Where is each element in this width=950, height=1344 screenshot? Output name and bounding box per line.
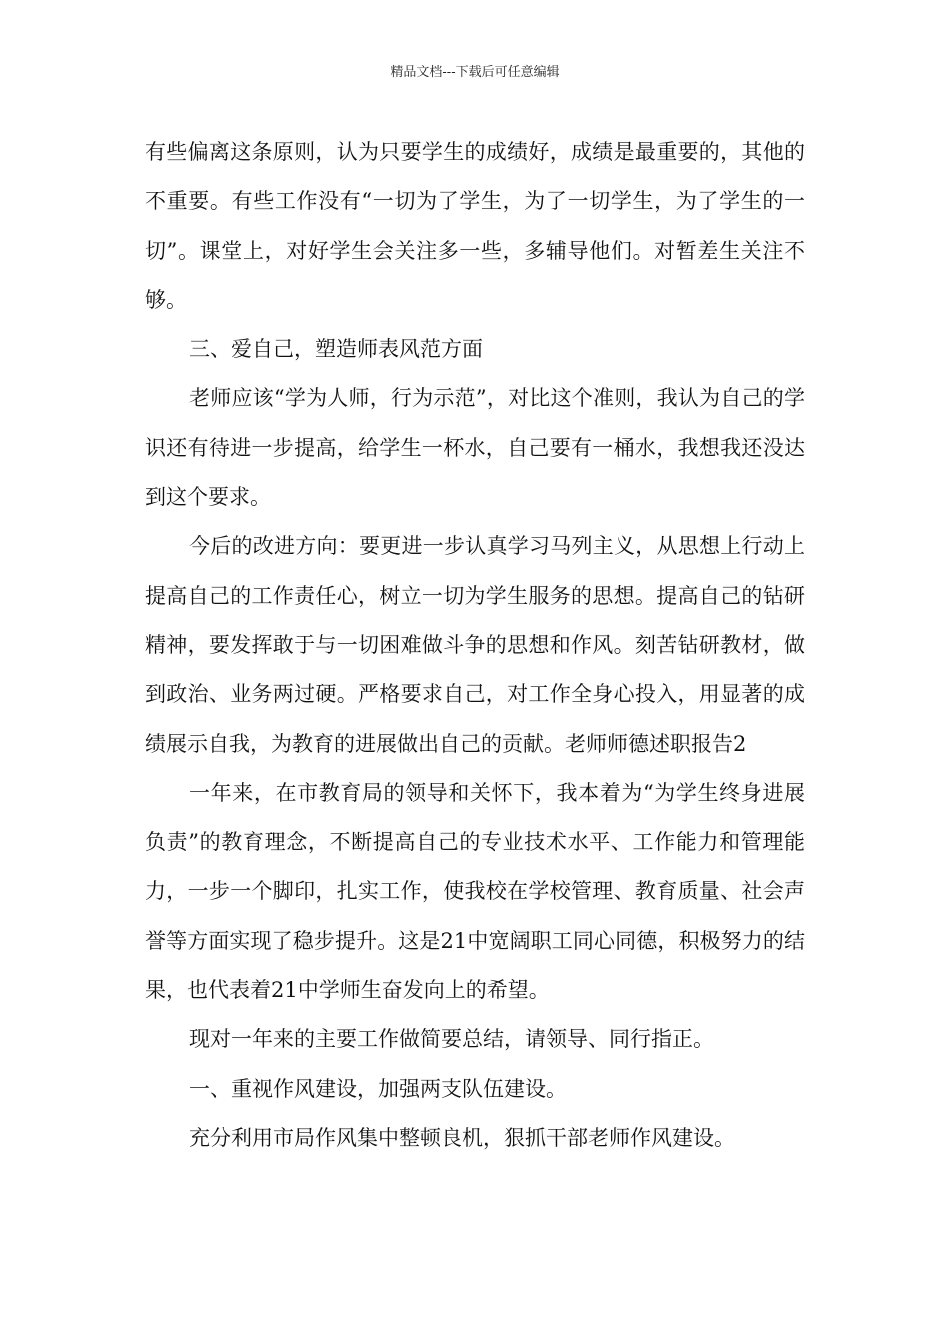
paragraph: 一年来，在市教育局的领导和关怀下，我本着为“为学生终身进展负责”的教育理念，不断提高自己的专业技术水平、工作能力和管理能力，一步一个脚印，扎实工作，使我校在学校管理、教育质量、社会声誉等方面实现了稳步提升。这是21中宽阔职工同心同德，积极努力的结果，也代表着21中学师生奋发向上的希望。 (145, 780, 805, 1003)
section-heading: 三、爱自己，塑造师表风范方面 (189, 337, 483, 362)
document-body (145, 128, 805, 1163)
paragraph: 老师应该“学为人师，行为示范”，对比这个准则，我认为自己的学识还有待进一步提高，给学生一杯水，自己要有一桶水，我想我还没达到这个要求。 (145, 386, 805, 510)
paragraph: 有些偏离这条原则，认为只要学生的成绩好，成绩是最重要的，其他的不重要。有些工作没有“一切为了学生，为了一切学生，为了学生的一切”。课堂上，对好学生会关注多一些，多辅导他们。对暂差生关注不够。 (145, 140, 805, 312)
paragraph: 充分利用市局作风集中整顿良机，狠抓干部老师作风建设。 (189, 1125, 735, 1150)
paragraph: 今后的改进方向：要更进一步认真学习马列主义，从思想上行动上提高自己的工作责任心，树立一切为学生服务的思想。提高自己的钻研精神，要发挥敢于与一切困难做斗争的思想和作风。刻苦钻研教材，做到政治、业务两过硬。严格要求自己，对工作全身心投入，用显著的成绩展示自我，为教育的进展做出自己的贡献。老师师德述职报告2 (145, 534, 805, 756)
page-header: 精品文档---下载后可任意编辑 (390, 65, 560, 80)
paragraph: 现对一年来的主要工作做简要总结，请领导、同行指正。 (189, 1027, 714, 1052)
section-heading: 一、重视作风建设，加强两支队伍建设。 (189, 1076, 567, 1101)
